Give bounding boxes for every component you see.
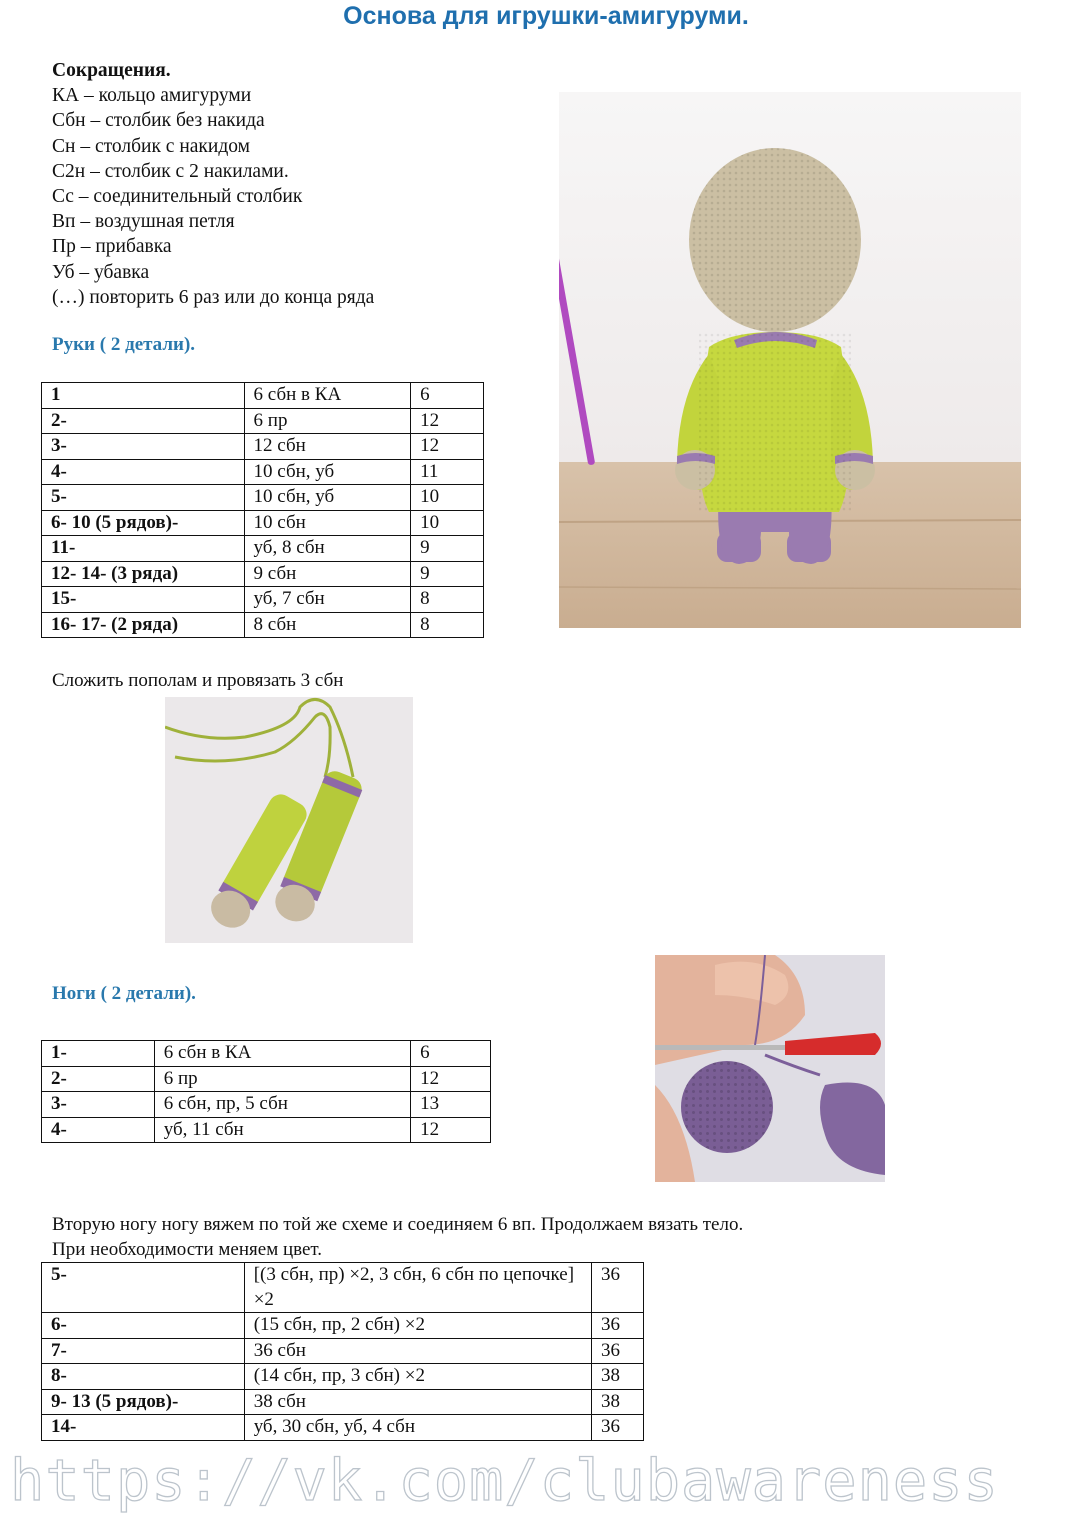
legs-note — [52, 1212, 743, 1262]
abbreviation-item: Уб – убавка — [52, 261, 150, 283]
table-row: 2- 6 пр 12 — [42, 1066, 491, 1092]
abbreviation-item: (…) повторить 6 раз или до конца ряда — [52, 286, 375, 308]
abbreviation-item: Сн – столбик с накидом — [52, 135, 250, 157]
table-row: 3- 12 сбн 12 — [42, 434, 484, 460]
table-row: 5- 10 сбн, уб 10 — [42, 485, 484, 511]
table-row: 14- уб, 30 сбн, уб, 4 сбн 36 — [42, 1415, 644, 1441]
legs-section-title: Ноги ( 2 детали). — [52, 983, 196, 1004]
table-row: 8- (14 сбн, пр, 3 сбн) ×2 38 — [42, 1364, 644, 1390]
abbreviation-item: Сбн – столбик без накида — [52, 110, 265, 132]
abbreviation-item: Вп – воздушная петля — [52, 211, 235, 233]
abbreviation-item: Пр – прибавка — [52, 236, 172, 258]
table-row: 5- [(3 сбн, пр) ×2, 3 сбн, 6 сбн по цепочке] ×2 36 — [42, 1263, 644, 1313]
abbreviation-item: Сс – соединительный столбик — [52, 186, 303, 208]
table-row: 6- 10 (5 рядов)- 10 сбн 10 — [42, 510, 484, 536]
table-row: 15- уб, 7 сбн 8 — [42, 587, 484, 613]
table-row: 12- 14- (3 ряда) 9 сбн 9 — [42, 561, 484, 587]
table-row: 7- 36 сбн 36 — [42, 1338, 644, 1364]
table-row: 1- 6 сбн в КА 6 — [42, 1041, 491, 1067]
table-row: 3- 6 сбн, пр, 5 сбн 13 — [42, 1092, 491, 1118]
table-row: 16- 17- (2 ряда) 8 сбн 8 — [42, 612, 484, 638]
body-table — [41, 1262, 644, 1441]
table-row: 9- 13 (5 рядов)- 38 сбн 38 — [42, 1389, 644, 1415]
abbreviation-item: КА – кольцо амигуруми — [52, 85, 252, 107]
legs-note-line: Вторую ногу ногу вяжем по той же схеме и соединяем 6 вп. Продолжаем вязать тело. — [52, 1214, 744, 1235]
watermark-url: https://vk.com/clubawareness — [10, 1448, 999, 1514]
legs-table — [41, 1040, 491, 1143]
legs-photo — [655, 955, 885, 1182]
arms-note: Сложить пополам и провязать 3 сбн — [52, 670, 344, 691]
abbreviations-block — [52, 58, 374, 310]
abbreviations-heading: Сокращения. — [52, 60, 171, 81]
arms-photo — [165, 697, 413, 943]
table-row: 6- (15 сбн, пр, 2 сбн) ×2 36 — [42, 1313, 644, 1339]
arms-table — [41, 382, 484, 638]
table-row: 1 6 сбн в КА 6 — [42, 383, 484, 409]
table-row: 11- уб, 8 сбн 9 — [42, 536, 484, 562]
table-row: 4- уб, 11 сбн 12 — [42, 1117, 491, 1143]
toy-photo — [559, 92, 1021, 628]
arms-section-title: Руки ( 2 детали). — [52, 334, 196, 355]
table-row: 2- 6 пр 12 — [42, 408, 484, 434]
page-title: Основа для игрушки-амигуруми. — [343, 2, 749, 30]
abbreviation-item: С2н – столбик с 2 накилами. — [52, 160, 289, 182]
legs-note-line: При необходимости меняем цвет. — [52, 1239, 323, 1260]
table-row: 4- 10 сбн, уб 11 — [42, 459, 484, 485]
